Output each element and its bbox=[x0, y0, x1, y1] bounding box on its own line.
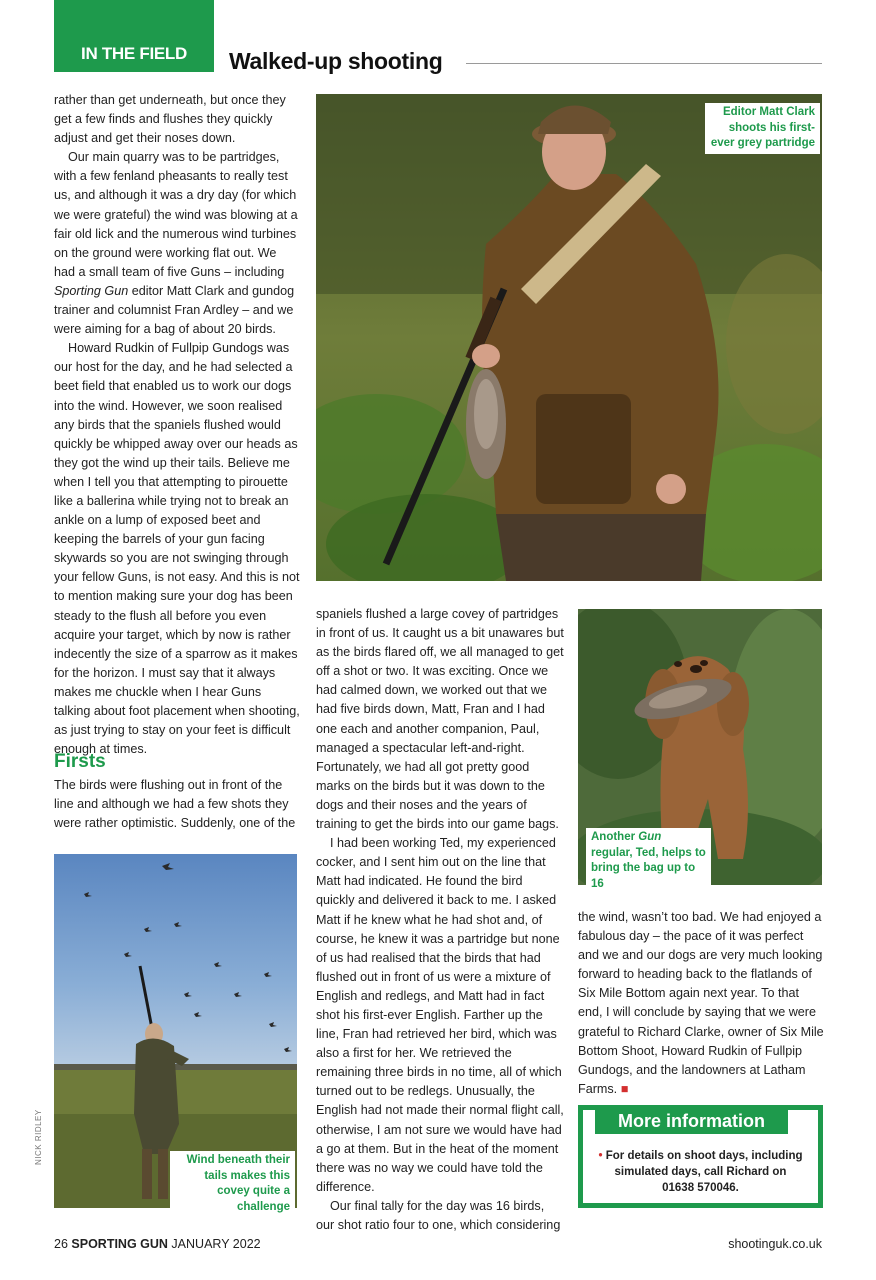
paragraph: the wind, wasn’t too bad. We had enjoyed a fabulous day – the pace of it was perfect and we and our dogs are very much looking forward to heading back to the flatlands of Six Mile Bottom again next year. To that end, I will conclude by saying that we were grateful to Richard Clarke, owner of Six Mile Bottom Shoot, Howard Rudkin of Fullpip Gundogs, and the landowners at Latham Farms. ■ bbox=[578, 910, 824, 1096]
photo-credit: NICK RIDLEY bbox=[34, 1109, 43, 1165]
main-photo bbox=[316, 94, 822, 581]
info-box bbox=[578, 1105, 823, 1208]
sky-photo-caption: Wind beneath their tails makes this covey quite a challenge bbox=[170, 1151, 295, 1217]
section-tag bbox=[54, 0, 214, 72]
paragraph: spaniels flushed a large covey of partridges in front of us. It caught us a bit unawares but as the birds flared off, we all managed to get off a shot or two. It was exciting. Once we had calmed down, we worked out that we had five birds down, Matt, Fran and I had one each and another companion, Paul, managed a spectacular left-and-right. Fortunately, we had all got pretty good marks on the birds but it was down to the dogs and their noses and the years of training to get the birds into our game bags. bbox=[316, 607, 564, 832]
paragraph: The birds were flushing out in front of the line and although we had a few shots they were rather optimistic. Suddenly, one of the bbox=[54, 778, 296, 831]
section-tag-label: IN THE FIELD bbox=[81, 44, 187, 63]
paragraph: I had been working Ted, my experienced cocker, and I sent him out on the line that Matt had indicated. He found the bird quickly and delivered it back to me. I asked Matt if he knew what he had shot and, of course, he knew it was a partridge but none of us had realised that the birds that had flushed out in front of us were a mixture of English and redlegs, and Matt had in fact shot his first-ever English. Farther up the line, Fran had retrieved her bird, which was also a first for her. We retrieved the remaining three birds in no time, all of which turned out to be redlegs. Unusually, the English had not made their normal flight call, otherwise, I am not sure we would have had a go at them. But in the heat of the moment there was no way we could have told the difference. bbox=[316, 836, 564, 1194]
magazine-name: SPORTING GUN bbox=[71, 1237, 168, 1251]
issue-date: JANUARY 2022 bbox=[171, 1237, 261, 1251]
column-2 bbox=[316, 605, 564, 1235]
dog-photo-caption: Another Gun regular, Ted, helps to bring the bag up to 16 bbox=[586, 828, 711, 894]
paragraph: Our main quarry was to be partridges, with a few fenland pheasants to really test us, and although it was a dry day (for which we were grateful) the wind was blowing at a fair old lick and the numerous wind turbines on the ground were working flat out. We had a small team of five Guns – including Sporting Gun editor Matt Clark and gundog trainer and columnist Fran Ardley – and we were aiming for a bag of about 20 birds. bbox=[54, 150, 298, 337]
info-box-title: More information bbox=[595, 1108, 788, 1134]
paragraph: Howard Rudkin of Fullpip Gundogs was our host for the day, and he had selected a beet field that enabled us to work our dogs into the wind. However, we soon realised any birds that the spaniels flushed would quickly be whipped away over our heads as they got the wind up their tails. Believe me when I tell you that attempting to pirouette like a ballerina while trying not to break an ankle on a lump of exposed beet and keeping the barrels of your gun facing skywards so you are not swinging through your fellow Guns, is not easy. And this is not to mention making sure your dog has been steady to the flush all before you even acquire your target, which by now is rather indecently the size of a sparrow as it makes for the horizon. I must say that it always makes me chuckle when I hear Guns talking about foot placement when shooting, as just trying to stay on your feet is difficult enough at times. bbox=[54, 341, 300, 757]
headline-rule bbox=[466, 63, 822, 64]
column-3 bbox=[578, 908, 824, 1099]
column-1 bbox=[54, 91, 300, 759]
paragraph: Our final tally for the day was 16 birds, our shot ratio four to one, which considering bbox=[316, 1198, 561, 1232]
footer-left bbox=[54, 1237, 261, 1251]
main-photo-caption: Editor Matt Clark shoots his first-ever grey partridge bbox=[705, 103, 820, 154]
page-number: 26 bbox=[54, 1237, 68, 1251]
end-mark: ■ bbox=[620, 1081, 629, 1096]
info-box-text: • For details on shoot days, including simulated days, call Richard on 01638 570046. bbox=[598, 1150, 803, 1194]
headline: Walked-up shooting bbox=[229, 48, 443, 74]
subhead-firsts: Firsts bbox=[54, 751, 106, 772]
paragraph: rather than get underneath, but once they get a few finds and flushes they quickly adjust and get their noses down. bbox=[54, 93, 286, 146]
website-link[interactable]: shootinguk.co.uk bbox=[728, 1237, 822, 1251]
column-1-continued bbox=[54, 776, 300, 833]
bullet-icon: • bbox=[598, 1150, 603, 1162]
